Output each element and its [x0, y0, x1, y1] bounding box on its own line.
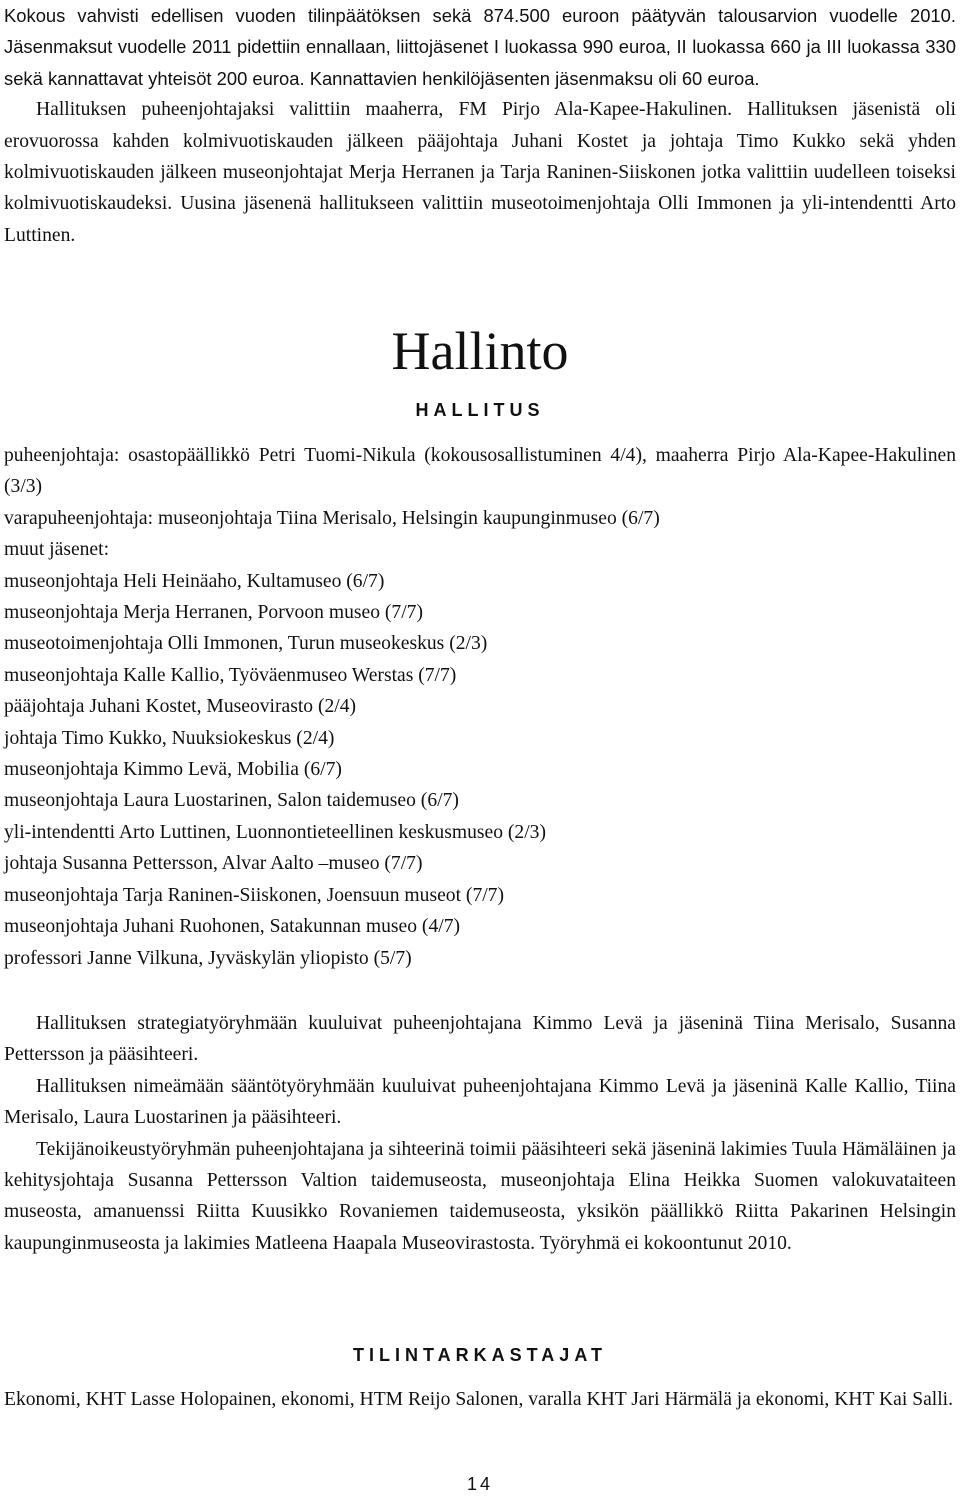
- strategy-group-paragraph: Hallituksen strategiatyöryhmään kuuluivat puheenjohtajana Kimmo Levä ja jäseninä Tiina Merisalo, Susanna Pettersson ja pääsihteeri.: [4, 1013, 956, 1066]
- board-member-line: museonjohtaja Heli Heinäaho, Kultamuseo (6/7): [4, 570, 385, 592]
- finance-paragraph: Kokous vahvisti edellisen vuoden tilinpäätöksen sekä 874.500 euroon päätyvän talousarvion vuodelle 2010. Jäsenmaksut vuodelle 2011 pidettiin ennallaan, liittojäsenet I luokassa 990 euroa, II luokassa 660 ja III luokassa 330 sekä kannattavat yhteisöt 200 euroa. Kannattavien henkilöjäsenten jäsenmaksu oli 60 euroa.: [4, 5, 956, 89]
- rules-group-paragraph: Hallituksen nimeämään sääntötyöryhmään kuuluivat puheenjohtajana Kimmo Levä ja jäseninä Kalle Kallio, Tiina Merisalo, Laura Luostarinen ja pääsihteeri.: [4, 1075, 956, 1129]
- board-election-paragraph: Hallituksen puheenjohtajaksi valittiin maaherra, FM Pirjo Ala-Kapee-Hakulinen. Hallituksen jäsenistä oli erovuorossa kahden kolmivuotiskauden jälkeen pääjohtaja Juhani Kostet ja johtaja Timo Kukko sekä yhden kolmivuotiskauden jälkeen museonjohtajat Merja Herranen ja Tarja Raninen-Siiskonen jotka valittiin uudelleen toiseksi kolmivuotiskaudeksi. Uusina jäsenenä hallitukseen valittiin museotoimenjohtaja Olli Immonen ja yli-intendentti Arto Luttinen.: [4, 99, 956, 246]
- board-heading: HALLITUS: [415, 400, 545, 420]
- page-number: 14: [466, 1474, 494, 1494]
- board-member-line: museonjohtaja Kimmo Levä, Mobilia (6/7): [4, 759, 342, 781]
- auditors-section: [4, 1384, 956, 1415]
- board-member-line: pääjohtaja Juhani Kostet, Museovirasto (2/4): [4, 696, 357, 718]
- board-other-members-label: muut jäsenet:: [4, 539, 110, 561]
- board-member-line: museotoimenjohtaja Olli Immonen, Turun museokeskus (2/3): [4, 633, 488, 655]
- board-chair-line: puheenjohtaja: osastopäällikkö Petri Tuomi-Nikula (kokousosallistuminen 4/4), maaherra Pirjo Ala-Kapee-Hakulinen (3/3): [4, 445, 956, 498]
- board-member-line: museonjohtaja Merja Herranen, Porvoon museo (7/7): [4, 602, 423, 624]
- board-member-line: yli-intendentti Arto Luttinen, Luonnontieteellinen keskusmuseo (2/3): [4, 821, 546, 843]
- document-page: [4, 0, 956, 1494]
- auditors-paragraph: Ekonomi, KHT Lasse Holopainen, ekonomi, HTM Reijo Salonen, varalla KHT Jari Härmälä ja ekonomi, KHT Kai Salli.: [4, 1389, 954, 1410]
- board-member-line: johtaja Susanna Pettersson, Alvar Aalto –museo (7/7): [4, 853, 423, 875]
- board-vice-chair-line: varapuheenjohtaja: museonjohtaja Tiina Merisalo, Helsingin kaupunginmuseo (6/7): [4, 507, 660, 529]
- board-member-line: museonjohtaja Juhani Ruohonen, Satakunnan museo (4/7): [4, 916, 461, 938]
- board-member-line: museonjohtaja Kalle Kallio, Työväenmuseo Werstas (7/7): [4, 664, 457, 686]
- board-member-line: museonjohtaja Tarja Raninen-Siiskonen, Joensuun museot (7/7): [4, 884, 505, 906]
- section-title: Hallinto: [391, 321, 569, 381]
- working-groups: [4, 1008, 956, 1259]
- copyright-group-paragraph: Tekijänoikeustyöryhmän puheenjohtajana ja sihteerinä toimii pääsihteeri sekä jäseninä lakimies Tuula Hämäläinen ja kehitysjohtaja Susanna Pettersson Valtion taidemuseosta, museonjohtaja Elina Heikka Suomen valokuvataiteen museosta, amanuenssi Riitta Kuusikko Rovaniemen taidemuseosta, yksikön päällikkö Riitta Pakarinen Helsingin kaupunginmuseosta ja lakimies Matleena Haapala Museovirastosta. Työryhmä ei kokoontunut 2010.: [4, 1138, 956, 1254]
- board-member-line: professori Janne Vilkuna, Jyväskylän yliopisto (5/7): [4, 947, 412, 969]
- board-member-line: museonjohtaja Laura Luostarinen, Salon taidemuseo (6/7): [4, 790, 459, 812]
- board-member-line: johtaja Timo Kukko, Nuuksiokeskus (2/4): [4, 727, 335, 749]
- auditors-heading: TILINTARKASTAJAT: [353, 1345, 607, 1365]
- board-member-list: [4, 440, 956, 974]
